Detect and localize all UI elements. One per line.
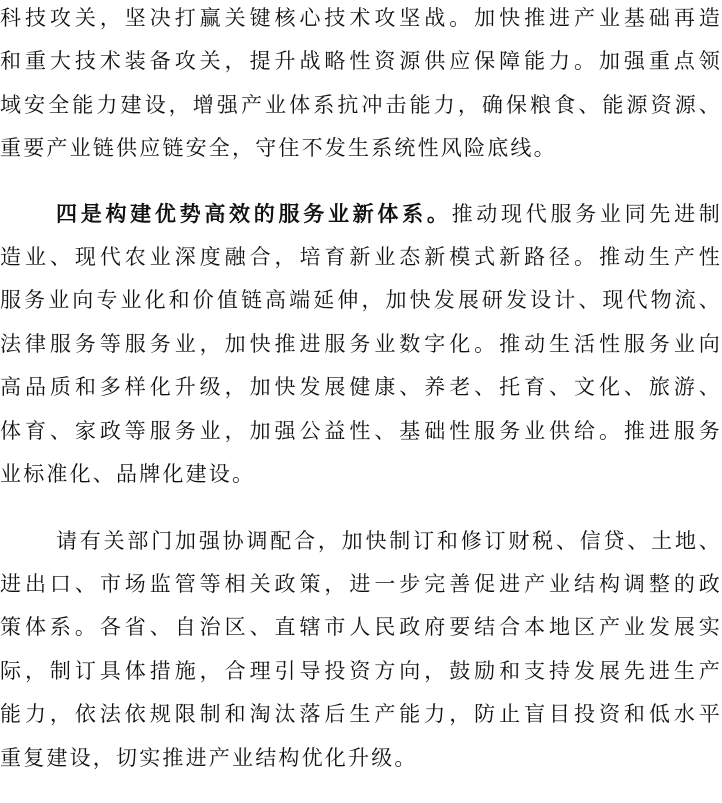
paragraph-3-line-6: 重复建设，切实推进产业结构优化升级。 [0, 746, 418, 770]
paragraph-3-line-4: 际，制订具体措施，合理引导投资方向，鼓励和支持发展先进生产 [0, 659, 722, 683]
paragraph-3-line-5: 能力，依法依规限制和淘汰落后生产能力，防止盲目投资和低水平 [0, 702, 722, 726]
paragraph-2-line-7: 业标准化、品牌化建设。 [0, 462, 256, 486]
paragraph-2-line-4: 法律服务等服务业，加快推进服务业数字化。推动生活性服务业向 [0, 332, 722, 356]
paragraph-2-line-3: 服务业向专业化和价值链高端延伸，加快发展研发设计、现代物流、 [0, 288, 722, 312]
paragraph-2-line-5: 高品质和多样化升级，加快发展健康、养老、托育、文化、旅游、 [0, 375, 722, 399]
paragraph-2-line-1-rest: 推动现代服务业同先进制 [451, 202, 722, 226]
paragraph-3-line-3: 策体系。各省、自治区、直辖市人民政府要结合本地区产业发展实 [0, 615, 722, 639]
paragraph-1-line-3: 域安全能力建设，增强产业体系抗冲击能力，确保粮食、能源资源、 [0, 93, 722, 117]
paragraph-2-heading: 四是构建优势高效的服务业新体系。 [56, 201, 452, 226]
paragraph-3-line-1: 请有关部门加强协调配合，加快制订和修订财税、信贷、土地、 [56, 529, 722, 553]
paragraph-1-line-1: 科技攻关，坚决打赢关键核心技术攻坚战。加快推进产业基础再造 [0, 6, 722, 30]
paragraph-1-line-4: 重要产业链供应链安全，守住不发生系统性风险底线。 [0, 136, 557, 160]
paragraph-2-line-2: 造业、现代农业深度融合，培育新业态新模式新路径。推动生产性 [0, 245, 722, 269]
paragraph-2-line-1 [56, 192, 722, 236]
paragraph-3-line-2: 进出口、市场监管等相关政策，进一步完善促进产业结构调整的政 [0, 572, 722, 596]
paragraph-1-line-2: 和重大技术装备攻关，提升战略性资源供应保障能力。加强重点领 [0, 49, 722, 73]
paragraph-2-line-6: 体育、家政等服务业，加强公益性、基础性服务业供给。推进服务 [0, 419, 722, 443]
